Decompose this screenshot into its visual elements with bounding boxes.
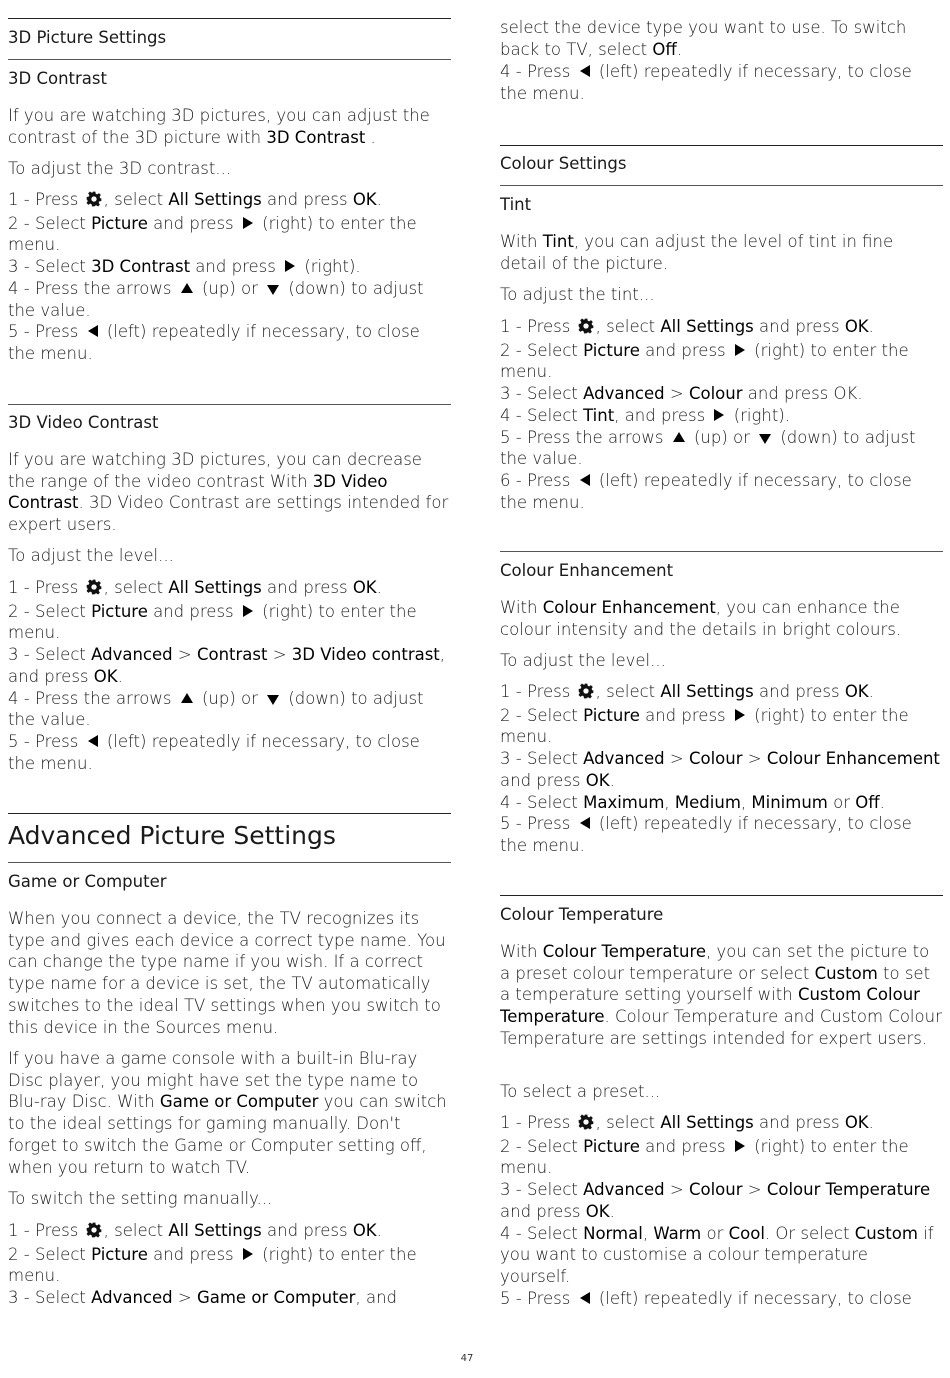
text-run: If you are watching 3D pictures, you can adjust the contrast of the 3D picture with xyxy=(8,106,430,147)
text-run: . xyxy=(365,127,376,147)
arrow-up-icon xyxy=(181,693,193,703)
text-run: . 3D Video Contrast are settings intended for expert users. xyxy=(8,493,449,535)
text-run: (left) repeatedly if necessary, to close the menu. xyxy=(500,470,912,512)
arrow-right-icon xyxy=(243,217,253,229)
text-run: Select xyxy=(526,405,584,425)
text-run: Press xyxy=(34,731,84,751)
text-run: Select xyxy=(34,213,92,233)
step-number: 1 - xyxy=(500,1113,527,1132)
text-run: If you have a game console with a built-in Blu-ray Disc player, you might have set the type name to Blu-ray Disc. With xyxy=(8,1049,419,1112)
text-run: > xyxy=(664,749,689,769)
keyword: OK xyxy=(844,682,869,701)
text-run: Select xyxy=(526,340,584,360)
step-item xyxy=(8,601,451,644)
text-run: , and xyxy=(355,1288,398,1308)
step-number: 1 - xyxy=(8,578,35,597)
text-run: Press xyxy=(526,682,576,701)
text-run: > xyxy=(664,384,689,404)
text-run: , and press xyxy=(8,645,446,686)
text-run: (down) to adjust the value. xyxy=(8,688,424,730)
section-title-colour-settings: Colour Settings xyxy=(500,154,627,173)
arrow-down-icon xyxy=(267,285,279,295)
subsection-title-3d-video-contrast: 3D Video Contrast xyxy=(8,413,159,432)
section-rule xyxy=(500,145,943,146)
text-run: . Colour Temperature and Custom Colour Temperature are settings intended for expert users. xyxy=(500,1007,942,1048)
text-run: and press xyxy=(190,257,282,277)
keyword: Tint xyxy=(542,232,574,251)
steps-list xyxy=(8,577,451,774)
gear-icon xyxy=(86,579,102,601)
text-run: > xyxy=(267,645,292,665)
subsection-rule xyxy=(500,551,943,552)
text-run: Press xyxy=(526,470,576,490)
paragraph: To adjust the level... xyxy=(500,651,666,670)
subsection-rule xyxy=(8,59,451,60)
text-run: , select xyxy=(595,1113,661,1132)
step-item xyxy=(8,688,451,731)
text-run: (up) or xyxy=(688,427,756,447)
step-item xyxy=(500,61,943,104)
text-run: Press xyxy=(34,190,84,209)
step-number: 2 - xyxy=(8,601,35,621)
text-run: Select xyxy=(34,1288,92,1308)
text-run: and press xyxy=(639,340,731,360)
arrow-down-icon xyxy=(267,695,279,705)
step-number: 4 - xyxy=(8,688,35,708)
page-number: 47 xyxy=(460,1353,474,1364)
step-number: 3 - xyxy=(8,1288,35,1308)
text-run: , you can enhance the colour intensity and the details in bright colours. xyxy=(500,598,902,639)
step-item xyxy=(500,427,943,470)
keyword: Custom Colour Temperature xyxy=(500,985,920,1027)
steps-list xyxy=(500,316,943,513)
keyword: Custom xyxy=(814,963,878,983)
step-number: 2 - xyxy=(8,1244,35,1264)
keyword: Normal xyxy=(583,1223,643,1243)
section-rule xyxy=(8,18,451,19)
step-number: 4 - xyxy=(500,405,527,425)
step-item xyxy=(8,644,451,687)
text-run: , select xyxy=(103,1221,169,1240)
step-number: 4 - xyxy=(500,1223,527,1243)
step-item xyxy=(500,340,943,383)
step-item xyxy=(8,1287,451,1309)
step-number: 1 - xyxy=(500,682,527,701)
text-run: Press xyxy=(526,317,576,336)
paragraph xyxy=(500,941,943,1050)
text-run: and press xyxy=(147,601,239,621)
step-number: 1 - xyxy=(500,317,527,336)
step-item xyxy=(500,705,943,748)
arrow-right-icon xyxy=(735,709,745,721)
text-run: and press xyxy=(261,578,353,597)
keyword: OK xyxy=(585,770,610,790)
step-item xyxy=(500,792,943,814)
text-run: > xyxy=(172,645,197,665)
text-run: > xyxy=(742,749,767,769)
keyword: Picture xyxy=(91,1244,148,1264)
subsection-title-colour-temperature: Colour Temperature xyxy=(500,905,664,924)
keyword: OK xyxy=(844,317,869,336)
step-number: 2 - xyxy=(8,213,35,233)
step-item xyxy=(500,813,943,856)
keyword: OK xyxy=(585,1201,610,1221)
text-run: , xyxy=(642,1223,654,1243)
step-number: 5 - xyxy=(500,427,527,447)
text-run: or xyxy=(701,1223,729,1243)
text-run: (up) or xyxy=(196,688,264,708)
text-run: (right) to enter the menu. xyxy=(500,705,909,747)
text-run: , you can adjust the level of tint in fine detail of the picture. xyxy=(500,232,894,273)
gear-icon xyxy=(578,318,594,340)
text-run: (right) to enter the menu. xyxy=(8,213,417,255)
keyword: 3D Contrast xyxy=(266,127,366,147)
step-item xyxy=(500,1179,943,1222)
keyword: Contrast xyxy=(196,645,268,665)
arrow-right-icon xyxy=(243,605,253,617)
text-run: Select xyxy=(526,1180,584,1200)
step-item xyxy=(8,213,451,256)
keyword: Game or Computer xyxy=(196,1288,356,1308)
text-run: Press xyxy=(526,1288,576,1308)
text-run: > xyxy=(664,1180,689,1200)
step-number: 2 - xyxy=(500,1136,527,1156)
keyword: 3D Contrast xyxy=(91,257,191,277)
text-run: Select xyxy=(526,749,584,769)
text-run: (right). xyxy=(728,405,791,425)
step-item xyxy=(8,1244,451,1287)
text-run: (left) repeatedly if necessary, to close the menu. xyxy=(8,322,420,363)
keyword: Custom xyxy=(854,1223,918,1243)
gear-icon xyxy=(86,1222,102,1244)
gear-icon xyxy=(578,683,594,705)
text-run: Select xyxy=(34,645,92,665)
text-run: . xyxy=(868,1113,874,1132)
steps-list xyxy=(8,189,451,365)
text-run: . xyxy=(376,1221,382,1240)
paragraph: To switch the setting manually... xyxy=(8,1189,273,1208)
chapter-title-advanced-picture-settings: Advanced Picture Settings xyxy=(8,821,336,850)
step-item xyxy=(500,681,943,705)
text-run: or xyxy=(827,792,856,812)
arrow-left-icon xyxy=(580,65,590,77)
text-run: Press xyxy=(34,1221,84,1240)
arrow-left-icon xyxy=(580,817,590,829)
keyword: Advanced xyxy=(91,645,173,665)
text-run: . xyxy=(868,317,874,336)
text-run: , xyxy=(664,792,675,812)
step-item xyxy=(500,1112,943,1136)
text-run: . xyxy=(609,1201,615,1221)
text-run: (right) to enter the menu. xyxy=(8,1244,417,1286)
text-run: > xyxy=(742,1180,767,1200)
text-run: Select xyxy=(526,384,584,404)
keyword: Colour Temperature xyxy=(542,942,707,961)
text-run: Press the arrows xyxy=(526,427,669,447)
text-run: and press xyxy=(261,1221,353,1240)
subsection-title-tint: Tint xyxy=(500,195,532,214)
arrow-left-icon xyxy=(580,1292,590,1304)
paragraph: To adjust the tint... xyxy=(500,285,655,304)
keyword: All Settings xyxy=(168,190,262,209)
paragraph xyxy=(8,449,451,536)
text-run: . xyxy=(879,792,885,812)
paragraph: To select a preset... xyxy=(500,1082,661,1101)
step-item xyxy=(8,256,451,278)
step-item xyxy=(500,1223,943,1288)
text-run: select the device type you want to use. To switch back to TV, select xyxy=(500,18,907,59)
paragraph: To adjust the 3D contrast... xyxy=(8,159,232,178)
keyword: OK xyxy=(352,190,377,209)
text-run: (down) to adjust the value. xyxy=(500,427,916,469)
text-run: . xyxy=(376,578,382,597)
chapter-rule xyxy=(8,813,451,814)
keyword: Colour Enhancement xyxy=(766,749,940,769)
subsection-rule xyxy=(500,895,943,896)
step-number: 3 - xyxy=(500,749,527,769)
text-run: Press xyxy=(526,814,576,834)
arrow-left-icon xyxy=(88,735,98,747)
text-run: . xyxy=(868,682,874,701)
text-run: . Or select xyxy=(764,1223,855,1243)
keyword: Advanced xyxy=(91,1288,173,1308)
text-run: Press xyxy=(526,62,576,81)
step-number: 2 - xyxy=(500,705,527,725)
text-run: and press xyxy=(753,682,845,701)
text-run: Select xyxy=(34,257,92,277)
keyword: 3D Video Contrast xyxy=(8,471,388,513)
keyword: Minimum xyxy=(751,792,828,812)
text-run: With xyxy=(500,598,543,617)
arrow-right-icon xyxy=(714,409,724,421)
paragraph-continuation xyxy=(500,17,943,60)
step-number: 5 - xyxy=(8,731,35,751)
step-number: 1 - xyxy=(8,190,35,209)
text-run: you can switch to the ideal settings for gaming manually. Don't forget to switch the Game or Computer setting off, when you return to watch TV. xyxy=(8,1092,447,1177)
gear-icon xyxy=(86,191,102,213)
step-item xyxy=(8,278,451,321)
keyword: OK xyxy=(844,1113,869,1132)
keyword: Off xyxy=(652,39,677,59)
arrow-right-icon xyxy=(285,260,295,272)
keyword: Advanced xyxy=(583,1180,665,1200)
text-run: With xyxy=(500,232,543,251)
keyword: Colour Temperature xyxy=(766,1180,931,1200)
subsection-title-colour-enhancement: Colour Enhancement xyxy=(500,561,674,580)
keyword: Picture xyxy=(91,601,148,621)
paragraph xyxy=(8,1048,451,1178)
text-run: (left) repeatedly if necessary, to close the menu. xyxy=(500,62,912,103)
arrow-right-icon xyxy=(735,344,745,356)
text-run: Press xyxy=(34,322,84,342)
step-item xyxy=(500,470,943,513)
text-run: and press xyxy=(639,1136,731,1156)
text-run: (down) to adjust the value. xyxy=(8,278,424,320)
text-run: > xyxy=(172,1288,197,1308)
text-run: and press xyxy=(147,213,239,233)
steps-list xyxy=(8,1220,451,1309)
keyword: All Settings xyxy=(168,1221,262,1240)
text-run: and press OK. xyxy=(742,384,863,404)
text-run: (left) repeatedly if necessary, to close the menu. xyxy=(8,731,420,773)
text-run: and press xyxy=(261,190,353,209)
keyword: All Settings xyxy=(168,578,262,597)
subsection-rule xyxy=(8,862,451,863)
text-run: , xyxy=(740,792,752,812)
step-item xyxy=(8,731,451,774)
text-run: (left) repeatedly if necessary, to close xyxy=(593,1288,912,1308)
text-run: , select xyxy=(103,578,169,597)
step-number: 2 - xyxy=(500,340,527,360)
text-run: . xyxy=(676,39,683,59)
text-run: Press the arrows xyxy=(34,278,177,298)
text-run: , select xyxy=(595,317,661,336)
subsection-title-3d-contrast: 3D Contrast xyxy=(8,69,107,88)
keyword: Cool xyxy=(728,1223,765,1243)
paragraph: To adjust the level... xyxy=(8,546,174,565)
text-run: Press xyxy=(526,1113,576,1132)
text-run: and press xyxy=(500,1201,586,1221)
step-item xyxy=(8,1220,451,1244)
arrow-left-icon xyxy=(88,325,98,337)
step-item xyxy=(500,748,943,791)
step-item xyxy=(8,321,451,364)
text-run: Press xyxy=(34,578,84,597)
text-run: Select xyxy=(526,1136,584,1156)
keyword: All Settings xyxy=(660,682,754,701)
keyword: OK xyxy=(352,578,377,597)
arrow-up-icon xyxy=(181,283,193,293)
step-number: 5 - xyxy=(500,814,527,834)
text-run: With xyxy=(500,942,543,961)
subsection-rule xyxy=(8,404,451,405)
text-run: Select xyxy=(526,1223,584,1243)
text-run: , you can set the picture to a preset colour temperature or select xyxy=(500,942,930,983)
steps-list xyxy=(500,1112,943,1309)
step-number: 4 - xyxy=(500,62,527,81)
text-run: . xyxy=(117,666,123,686)
keyword: Tint xyxy=(583,405,615,425)
keyword: Medium xyxy=(674,792,741,812)
step-item xyxy=(500,316,943,340)
step-number: 3 - xyxy=(8,257,35,277)
keyword: Advanced xyxy=(583,749,665,769)
text-run: Select xyxy=(526,792,584,812)
keyword: Warm xyxy=(653,1223,702,1243)
text-run: and press xyxy=(147,1244,239,1264)
text-run: If you are watching 3D pictures, you can decrease the range of the video contrast With xyxy=(8,450,422,491)
text-run: and press xyxy=(500,770,586,790)
step-number: 4 - xyxy=(500,792,527,812)
keyword: OK xyxy=(93,666,118,686)
keyword: Colour xyxy=(688,384,743,404)
text-run: , select xyxy=(595,682,661,701)
text-run: Select xyxy=(526,705,584,725)
step-number: 3 - xyxy=(8,645,35,665)
paragraph: When you connect a device, the TV recognizes its type and gives each device a correct type name. You can change the type name if you wish. If a correct type name for a device is set, the TV automatically switches to the ideal TV settings when you switch to this device in the Sources menu. xyxy=(8,909,446,1037)
step-number: 3 - xyxy=(500,384,527,404)
gear-icon xyxy=(578,1114,594,1136)
step-number: 5 - xyxy=(8,322,35,342)
keyword: Picture xyxy=(91,213,148,233)
keyword: Off xyxy=(855,792,880,812)
step-item xyxy=(8,577,451,601)
paragraph xyxy=(8,105,451,148)
text-run: (right). xyxy=(299,257,361,277)
steps-list xyxy=(500,681,943,857)
keyword: 3D Video contrast xyxy=(291,645,440,665)
step-number: 5 - xyxy=(500,1288,527,1308)
arrow-up-icon xyxy=(673,432,685,442)
keyword: Advanced xyxy=(583,384,665,404)
text-run: (right) to enter the menu. xyxy=(8,601,417,643)
keyword: Colour Enhancement xyxy=(542,598,716,617)
text-run: Select xyxy=(34,601,92,621)
keyword: Picture xyxy=(583,705,640,725)
text-run: Press the arrows xyxy=(34,688,177,708)
keyword: All Settings xyxy=(660,1113,754,1132)
keyword: Colour xyxy=(688,749,743,769)
text-run: . xyxy=(609,770,615,790)
text-run: (right) to enter the menu. xyxy=(500,1136,909,1178)
keyword: OK xyxy=(352,1221,377,1240)
text-run: to set a temperature setting yourself with xyxy=(500,963,931,1005)
step-number: 3 - xyxy=(500,1180,527,1200)
arrow-left-icon xyxy=(580,474,590,486)
text-run: and press xyxy=(639,705,731,725)
text-run: Select xyxy=(34,1244,92,1264)
keyword: Game or Computer xyxy=(159,1092,319,1112)
section-title-3d-picture-settings: 3D Picture Settings xyxy=(8,28,167,47)
text-run: , select xyxy=(103,190,169,209)
keyword: Maximum xyxy=(583,792,665,812)
arrow-right-icon xyxy=(735,1140,745,1152)
text-run: (left) repeatedly if necessary, to close the menu. xyxy=(500,814,912,855)
step-item xyxy=(500,405,943,427)
text-run: (up) or xyxy=(196,278,264,298)
step-item xyxy=(500,383,943,405)
step-item xyxy=(500,1136,943,1179)
subsection-rule xyxy=(500,185,943,186)
arrow-down-icon xyxy=(759,434,771,444)
step-number: 6 - xyxy=(500,470,527,490)
keyword: Picture xyxy=(583,1136,640,1156)
subsection-title-game-or-computer: Game or Computer xyxy=(8,872,167,891)
paragraph xyxy=(500,597,943,640)
text-run: and press xyxy=(753,317,845,336)
text-run: . xyxy=(376,190,382,209)
step-item xyxy=(500,1288,943,1310)
text-run: (right) to enter the menu. xyxy=(500,340,909,382)
text-run: and press xyxy=(753,1113,845,1132)
paragraph xyxy=(500,231,943,274)
step-number: 4 - xyxy=(8,278,35,298)
step-number: 1 - xyxy=(8,1221,35,1240)
keyword: All Settings xyxy=(660,317,754,336)
step-item xyxy=(8,189,451,213)
text-run: , and press xyxy=(614,405,711,425)
keyword: Picture xyxy=(583,340,640,360)
keyword: Colour xyxy=(688,1180,743,1200)
arrow-right-icon xyxy=(243,1248,253,1260)
text-run: if you want to customise a colour temperature yourself. xyxy=(500,1223,934,1286)
